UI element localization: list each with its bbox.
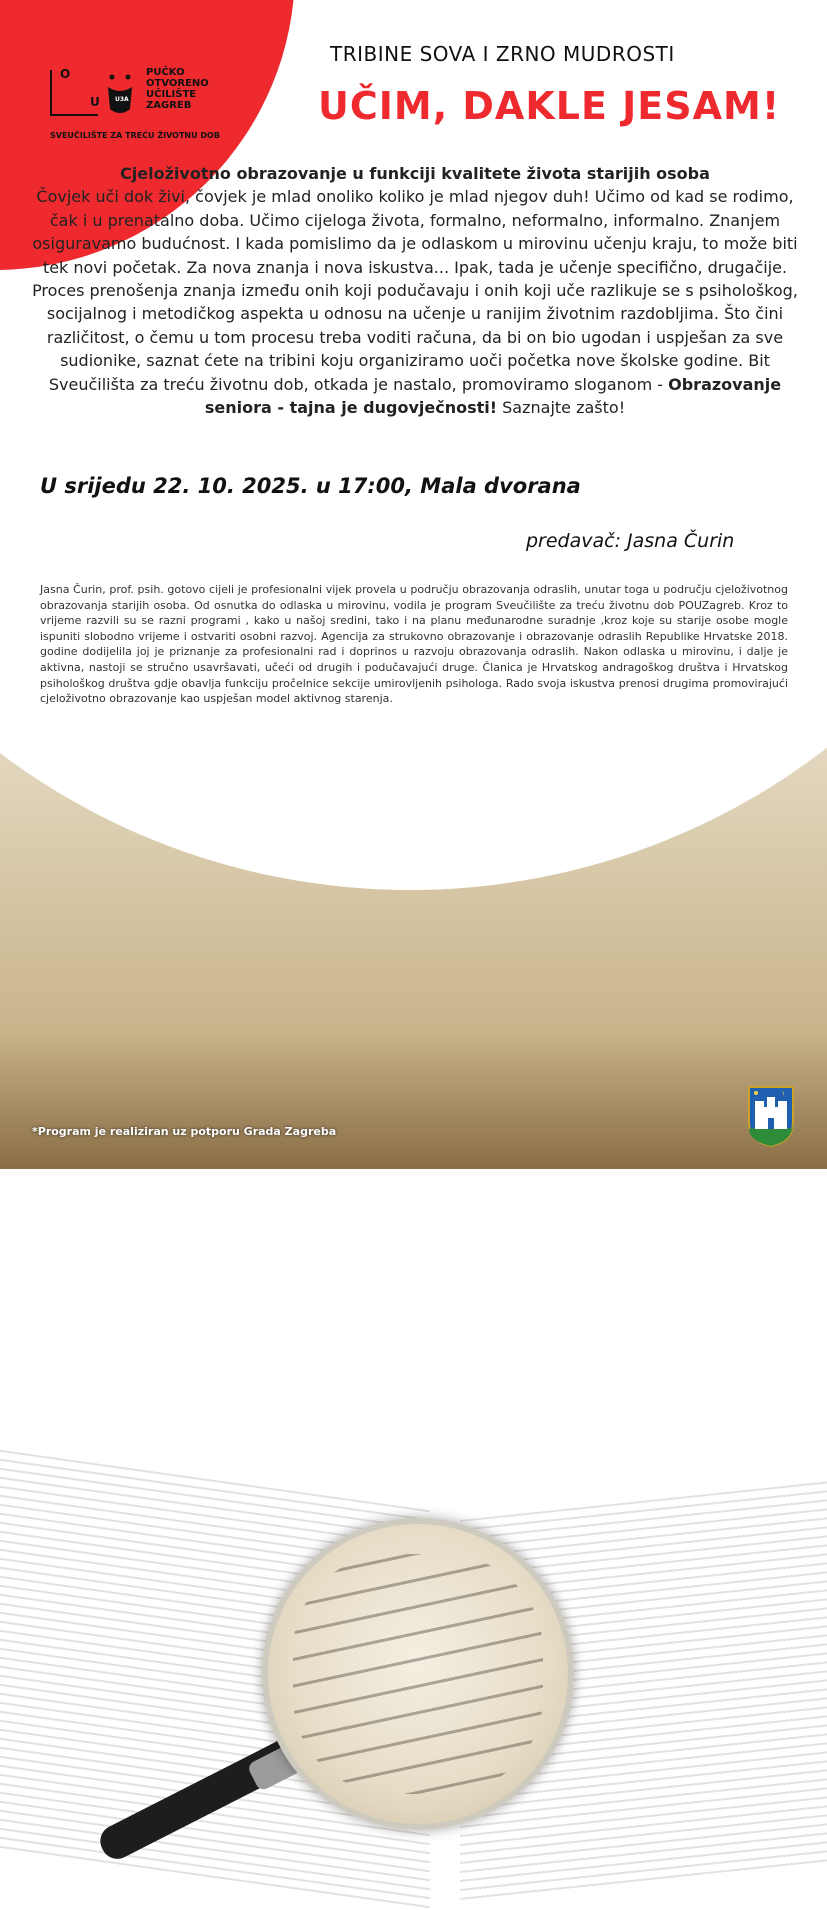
svg-text:U3A: U3A — [115, 96, 129, 103]
lecturer-bio: Jasna Čurin, prof. psih. gotovo cijeli je profesionalni vijek provela u području obrazovanja odraslih, unutar toga u području cjeloživotnog obrazovanja starijih osoba. Od osnutka do odlaska u mirovinu, vodila je program Sveučilište za treću životnu dob POUZagreb. Kroz to vrijeme razvili su se razni programi , kako u našoj sredini, tako i na planu međunarodne suradnje ,kroz koje su starije osobe mogle ispuniti slobodno vrijeme i ostvariti osobni razvoj. Agencija za strukovno obrazovanje i obrazovanje odraslih Republike Hrvatske 2018. godine dodijelila joj je priznanje za profesionalni rad i doprinos u razvoju obrazovanja odraslih. Nakon odlaska u mirovinu, i dalje je aktivna, nastoji se stručno usavršavati, učeći od drugih i podučavajući druge. Članica je Hrvatskog andragoškog društva i Hrvatskog psihološkog društva gdje obavlja funkciju pročelnice sekcije umirovljenih psihologa. Rado svoja iskustva prenosi drugima promovirajući cjeloživotno obrazovanje kao uspješan model aktivnog starenja. — [40, 583, 788, 706]
logo-letter-u: U — [90, 95, 100, 109]
event-lecturer: predavač: Jasna Čurin — [526, 530, 735, 552]
intro-slogan: Obrazovanje seniora - tajna je dugovječnosti! — [204, 374, 782, 418]
logo-subtitle: SVEUČILIŠTE ZA TREĆU ŽIVOTNU DOB — [50, 131, 220, 140]
logo-bracket-mark — [50, 70, 98, 116]
intro-heading: Cjeloživotno obrazovanje u funkciji kvalitete života starijih osoba — [120, 164, 710, 183]
series-title: TRIBINE SOVA I ZRNO MUDROSTI — [330, 42, 675, 66]
institution-logo — [50, 65, 220, 145]
sponsor-footnote: *Program je realiziran uz potporu Grada Zagreba — [32, 1125, 337, 1138]
intro-body: Čovjek uči dok živi, čovjek je mlad onoliko koliko je mlad njegov duh! Učimo od kad se rodimo, čak i u prenatalno doba. Učimo cijeloga života, formalno, neformalno, informalno. Znanjem osiguravamo budućnost. I kada pomislimo da je odlaskom u mirovinu učenju kraju, to može biti tek novi početak. Za nova znanja i nova iskustva... Ipak, tada je učenje specifično, drugačije. Proces prenošenja znanja između onih koji podučavaju i onih koji uče razlikuje se s psihološkog, socijalnog i metodičkog aspekta u odnosu na učenje u ranijim životnim razdobljima. Što čini različitost, o čemu u tom procesu treba voditi računa, da bi on bio ugodan i uspješan za sve sudionike, saznat ćete na tribini koju organiziramo uoči početka nove školske godine. Bit Sveučilišta za treću životnu dob, otkada je nastalo, promoviramo sloganom - — [32, 187, 798, 394]
owl-logo-icon — [100, 65, 140, 117]
page-title: UČIM, DAKLE JESAM! — [318, 84, 781, 128]
logo-institution-name: PUČKO OTVORENO UČILIŠTE ZAGREB — [146, 67, 209, 111]
intro-body-end: Saznajte zašto! — [497, 398, 626, 418]
event-datetime: U srijedu 22. 10. 2025. u 17:00, Mala dvorana — [40, 474, 581, 498]
intro-paragraph — [30, 162, 800, 419]
magnified-text-texture — [293, 1554, 543, 1794]
magnifying-glass-lens — [262, 1518, 574, 1830]
zagreb-coat-of-arms-icon — [746, 1085, 796, 1147]
logo-letter-o: O — [60, 67, 71, 81]
